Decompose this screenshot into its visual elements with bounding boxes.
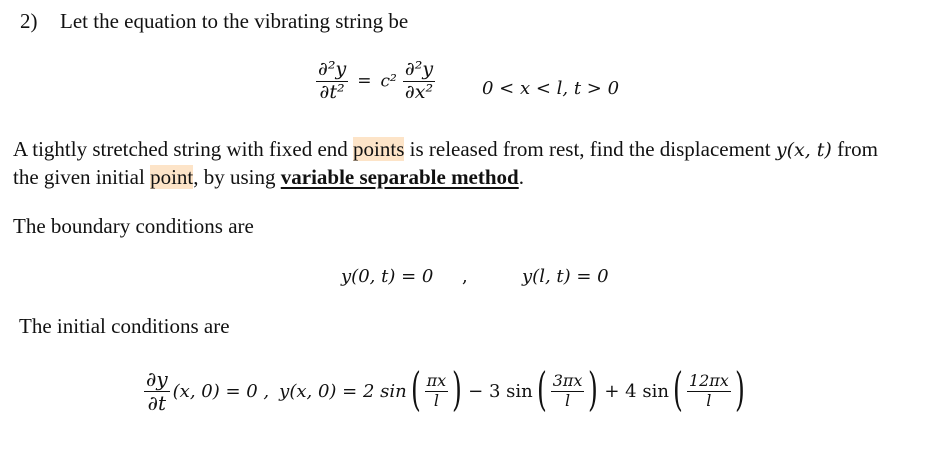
left-paren-2: ( [536,362,547,416]
pde-domain: 0 < x < l, t > 0 [482,78,620,99]
highlight-point: point [150,165,194,189]
problem-line-2 [13,165,524,190]
pde-lhs-fraction [316,60,348,103]
question-intro: Let the equation to the vibrating string be [60,9,409,33]
right-paren-1: ) [452,362,463,416]
initial-conditions-equation [144,362,749,420]
velocity-derivative-denominator: ∂t [147,390,167,415]
velocity-condition: (x, 0) = 0 , [172,380,270,402]
left-paren-3: ( [672,362,683,416]
question-heading [20,9,408,34]
pde-coefficient: c² [380,71,397,92]
wave-equation [316,60,435,103]
problem-text-1b: is released from rest, find the displacement [404,137,776,161]
second-term: − 3 sin [468,380,533,402]
displacement-symbol: y(x, t) [775,139,832,161]
sin-argument-3 [687,370,731,410]
velocity-derivative-fraction [144,366,170,415]
pde-lhs-numerator: ∂²y [318,58,347,80]
boundary-condition-2: y(l, t) = 0 [522,266,609,287]
problem-line-1 [13,137,878,162]
highlight-points: points [353,137,405,161]
pde-equals: = [357,71,372,92]
left-paren-1: ( [410,362,421,416]
sin-argument-1-denominator: l [433,390,439,410]
question-number: 2) [20,9,38,33]
third-term: + 4 sin [604,380,669,402]
sin-argument-2-denominator: l [564,390,571,410]
displacement-condition: y(x, 0) = 2 sin [279,380,407,402]
problem-text-1c: from [831,137,878,161]
pde-rhs-numerator: ∂²y [404,58,434,80]
initial-heading: The initial conditions are [19,314,230,338]
boundary-separator: , [462,266,468,287]
pde-rhs-denominator: ∂x² [404,80,434,103]
sin-argument-2 [551,370,585,410]
method-name: variable separable method [280,165,519,189]
right-paren-2: ) [588,362,599,416]
problem-text-1a: A tightly stretched string with fixed end [13,137,354,161]
sin-argument-1-numerator: πx [426,370,447,390]
pde-lhs-denominator: ∂t² [319,80,345,103]
sin-argument-2-numerator: 3πx [552,370,583,390]
problem-text-2b: , by using [193,165,281,189]
boundary-condition-1: y(0, t) = 0 [341,266,434,287]
problem-text-2a: the given initial [13,165,151,189]
sin-argument-1 [425,370,449,410]
sin-argument-3-numerator: 12πx [688,370,729,390]
velocity-derivative-numerator: ∂y [146,366,168,391]
sin-argument-3-denominator: l [706,390,712,410]
pde-rhs-fraction [403,60,435,103]
boundary-heading: The boundary conditions are [13,214,254,238]
problem-text-2-end: . [518,165,524,189]
right-paren-3: ) [734,362,745,416]
